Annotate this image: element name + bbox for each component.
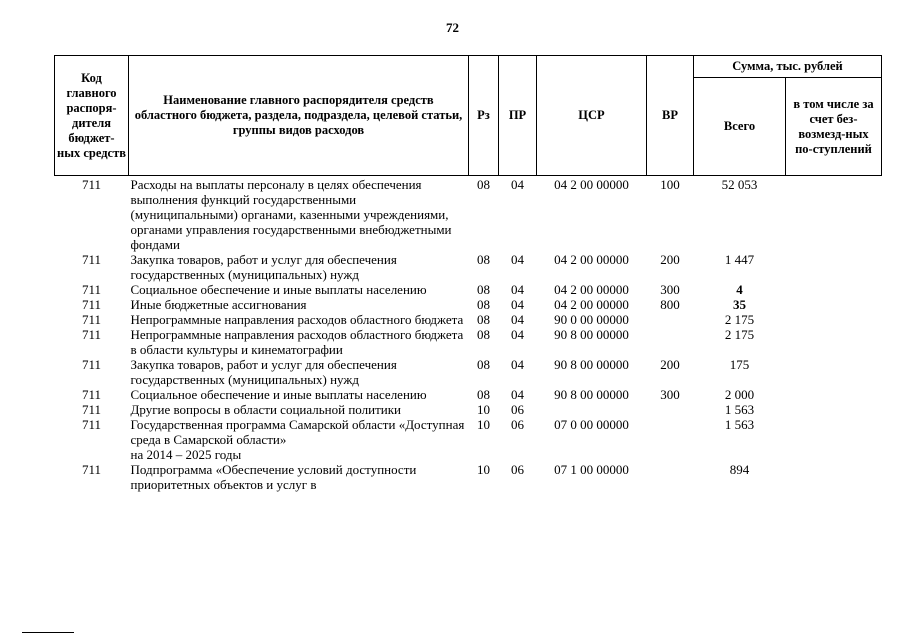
incl-cell — [786, 176, 882, 253]
table-row — [55, 312, 882, 327]
incl-cell — [786, 282, 882, 297]
vr-cell: 200 — [660, 357, 680, 372]
total-cell: 1 563 — [724, 417, 755, 432]
incl-cell — [786, 402, 882, 417]
rz-cell: 08 — [477, 327, 490, 342]
rz-cell: 10 — [477, 417, 490, 432]
header-sum: Сумма, тыс. рублей — [694, 56, 882, 78]
footnote-divider — [22, 632, 74, 633]
pr-cell: 06 — [511, 402, 524, 417]
csr-cell: 07 1 00 00000 — [554, 462, 629, 477]
name-cell: Непрограммные направления расходов областного бюджета в области культуры и кинематографии — [130, 327, 464, 357]
vr-cell: 200 — [660, 252, 680, 267]
table-row — [55, 252, 882, 282]
csr-cell: 04 2 00 00000 — [554, 297, 629, 312]
total-cell: 894 — [729, 462, 750, 477]
table-row — [55, 327, 882, 357]
rz-cell: 08 — [477, 297, 490, 312]
csr-cell: 04 2 00 00000 — [554, 282, 629, 297]
pr-cell: 06 — [511, 417, 524, 432]
page-number: 72 — [446, 20, 459, 35]
incl-cell — [786, 417, 882, 462]
header-code: Код главного распоря-дителя бюджет-ных средств — [55, 56, 129, 176]
rz-cell: 10 — [477, 402, 490, 417]
name-cell: Закупка товаров, работ и услуг для обеспечения государственных (муниципальных) нужд — [130, 252, 397, 282]
rz-cell: 08 — [477, 252, 490, 267]
table-row — [55, 357, 882, 387]
code-cell: 711 — [81, 282, 102, 297]
code-cell: 711 — [81, 402, 102, 417]
pr-cell: 04 — [511, 177, 524, 192]
incl-cell — [786, 387, 882, 402]
total-cell: 52 053 — [721, 177, 758, 192]
incl-cell — [786, 312, 882, 327]
pr-cell: 04 — [511, 327, 524, 342]
table-header — [55, 56, 882, 176]
header-name: Наименование главного распорядителя средств областного бюджета, раздела, подраздела, целевой статьи, группы видов расходов — [129, 56, 469, 176]
pr-cell: 04 — [511, 282, 524, 297]
header-csr: ЦСР — [537, 56, 647, 176]
code-cell: 711 — [81, 417, 102, 432]
table-row — [55, 387, 882, 402]
header-rz: Рз — [469, 56, 499, 176]
code-cell: 711 — [81, 252, 102, 267]
header-vr: ВР — [647, 56, 694, 176]
table-row — [55, 176, 882, 253]
table-row — [55, 297, 882, 312]
table-row — [55, 402, 882, 417]
rz-cell: 08 — [477, 312, 490, 327]
name-cell: Государственная программа Самарской области «Доступная среда в Самарской области» на 2014 – 2025 годы — [130, 417, 465, 462]
total-cell: 35 — [733, 297, 746, 312]
rz-cell: 10 — [477, 462, 490, 477]
pr-cell: 06 — [511, 462, 524, 477]
rz-cell: 08 — [477, 177, 490, 192]
name-cell: Закупка товаров, работ и услуг для обеспечения государственных (муниципальных) нужд — [130, 357, 397, 387]
name-cell: Социальное обеспечение и иные выплаты населению — [130, 282, 427, 297]
pr-cell: 04 — [511, 357, 524, 372]
code-cell: 711 — [81, 387, 102, 402]
name-cell: Иные бюджетные ассигнования — [130, 297, 307, 312]
incl-cell — [786, 252, 882, 282]
total-cell: 1 563 — [724, 402, 755, 417]
total-cell: 175 — [729, 357, 750, 372]
code-cell: 711 — [81, 357, 102, 372]
csr-cell: 04 2 00 00000 — [554, 252, 629, 267]
code-cell: 711 — [81, 462, 102, 477]
table-row — [55, 462, 882, 492]
incl-cell — [786, 462, 882, 492]
header-total: Всего — [694, 78, 786, 176]
total-cell: 2 000 — [724, 387, 755, 402]
pr-cell: 04 — [511, 252, 524, 267]
csr-cell: 90 8 00 00000 — [554, 357, 629, 372]
csr-cell: 90 8 00 00000 — [554, 327, 629, 342]
incl-cell — [786, 357, 882, 387]
header-incl: в том числе за счет без-возмезд-ных по-ступлений — [786, 78, 882, 176]
vr-cell — [647, 327, 694, 357]
table-row — [55, 417, 882, 462]
budget-table — [54, 55, 882, 492]
vr-cell: 800 — [660, 297, 680, 312]
pr-cell: 04 — [511, 297, 524, 312]
name-cell: Непрограммные направления расходов областного бюджета — [130, 312, 464, 327]
code-cell: 711 — [81, 177, 102, 192]
table-row — [55, 282, 882, 297]
csr-cell — [537, 402, 647, 417]
total-cell: 1 447 — [724, 252, 755, 267]
pr-cell: 04 — [511, 312, 524, 327]
vr-cell — [647, 402, 694, 417]
name-cell: Расходы на выплаты персоналу в целях обеспечения выполнения функций государственными (муниципальными) органами, казенными учреждениями, органами управления государственными внебюджетными фондами — [130, 177, 452, 252]
incl-cell — [786, 327, 882, 357]
table-body — [55, 176, 882, 493]
rz-cell: 08 — [477, 282, 490, 297]
incl-cell — [786, 297, 882, 312]
name-cell: Другие вопросы в области социальной политики — [130, 402, 401, 417]
vr-cell: 100 — [660, 177, 680, 192]
total-cell: 2 175 — [724, 327, 755, 342]
total-cell: 4 — [736, 282, 743, 297]
csr-cell: 90 8 00 00000 — [554, 387, 629, 402]
total-cell: 2 175 — [724, 312, 755, 327]
name-cell: Социальное обеспечение и иные выплаты населению — [130, 387, 427, 402]
csr-cell: 90 0 00 00000 — [554, 312, 629, 327]
vr-cell: 300 — [660, 387, 680, 402]
name-cell: Подпрограмма «Обеспечение условий доступности приоритетных объектов и услуг в — [130, 462, 417, 492]
rz-cell: 08 — [477, 357, 490, 372]
header-pr: ПР — [499, 56, 537, 176]
vr-cell — [647, 417, 694, 462]
vr-cell: 300 — [660, 282, 680, 297]
code-cell: 711 — [81, 312, 102, 327]
vr-cell — [647, 312, 694, 327]
code-cell: 711 — [81, 297, 102, 312]
csr-cell: 04 2 00 00000 — [554, 177, 629, 192]
rz-cell: 08 — [477, 387, 490, 402]
vr-cell — [647, 462, 694, 492]
csr-cell: 07 0 00 00000 — [554, 417, 629, 432]
pr-cell: 04 — [511, 387, 524, 402]
code-cell: 711 — [81, 327, 102, 342]
